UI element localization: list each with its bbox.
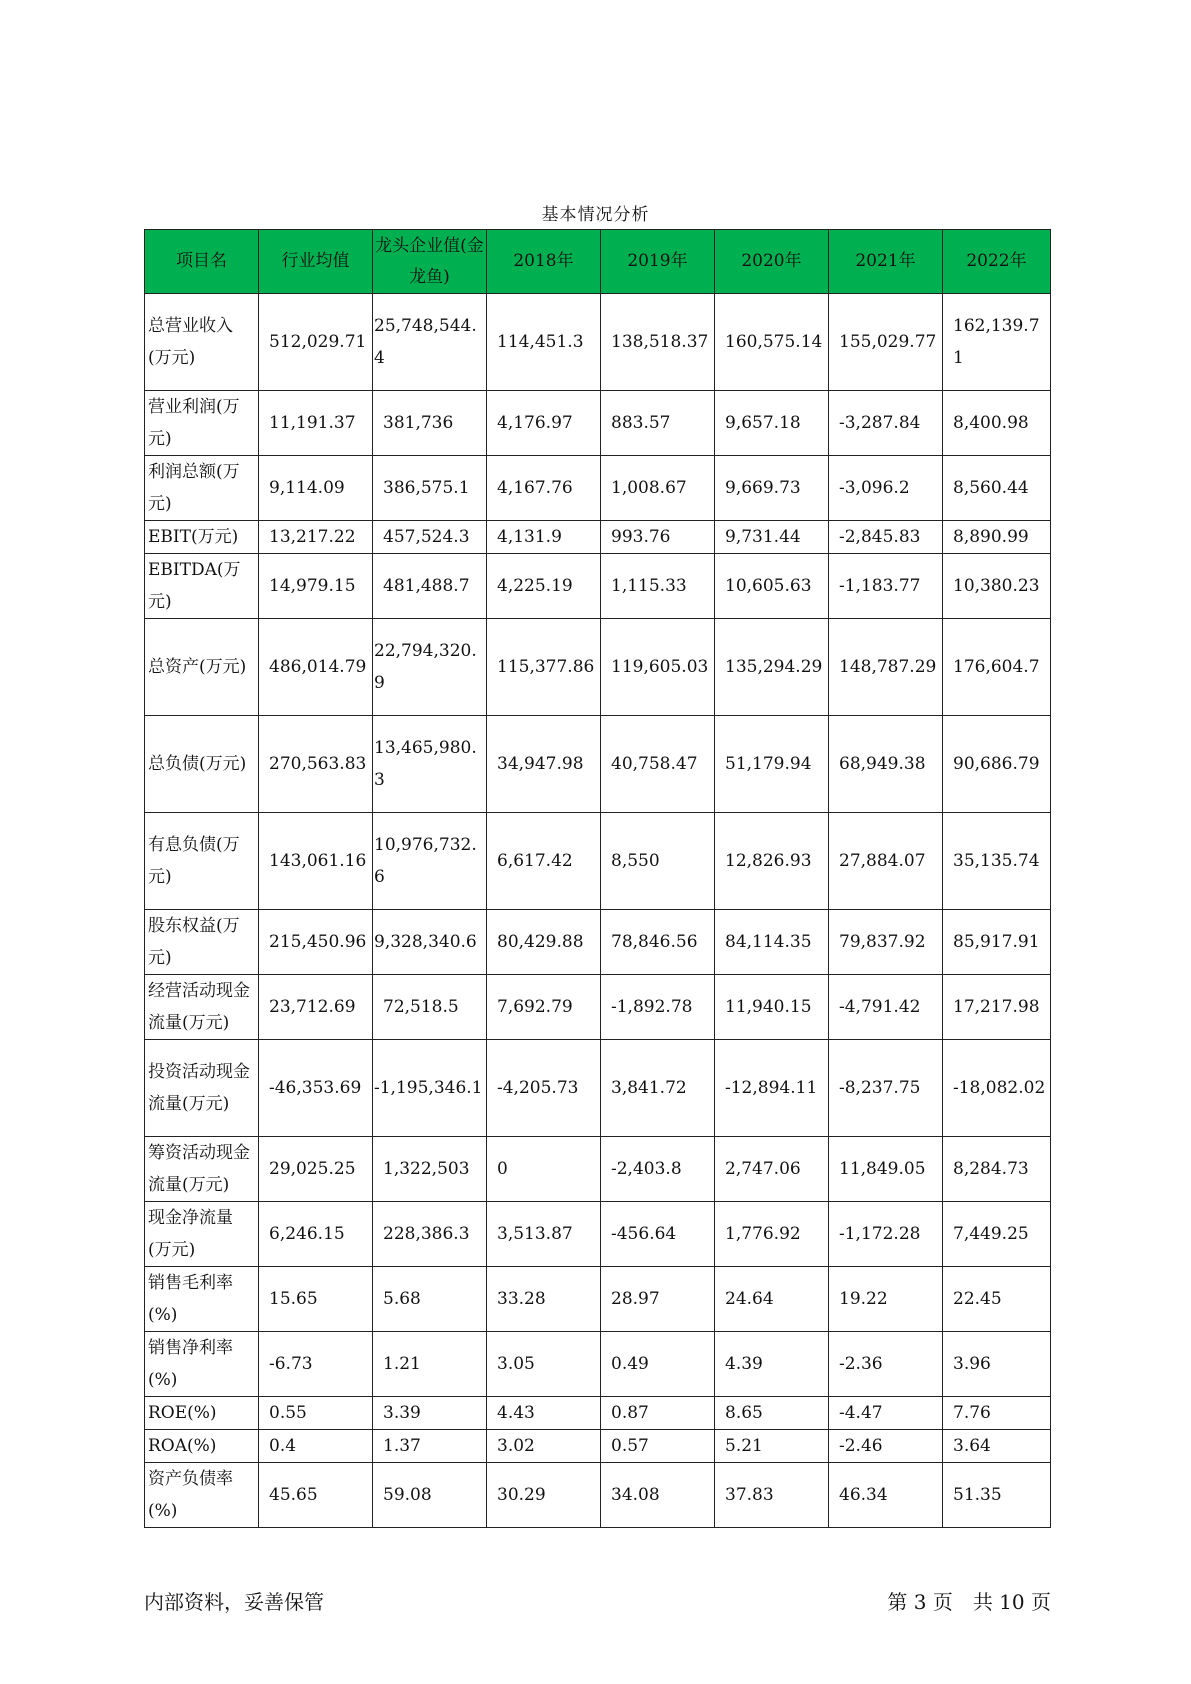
value-cell: -12,894.11 <box>715 1040 829 1137</box>
row-label: ROE(%) <box>145 1397 259 1430</box>
value-cell: 68,949.38 <box>829 716 943 813</box>
table-row <box>145 1040 1051 1137</box>
value-cell: -2.46 <box>829 1430 943 1463</box>
value-cell: 4,167.76 <box>487 456 601 521</box>
value-cell: -1,183.77 <box>829 554 943 619</box>
value-cell: -8,237.75 <box>829 1040 943 1137</box>
value-cell: 4.43 <box>487 1397 601 1430</box>
value-cell: -2.36 <box>829 1332 943 1397</box>
table-caption: 基本情况分析 <box>541 205 650 225</box>
value-cell: -6.73 <box>259 1332 373 1397</box>
confidential-note: 内部资料，妥善保管 <box>144 1590 324 1614</box>
header-cell: 2021年 <box>829 230 943 294</box>
header-cell: 龙头企业值(金龙鱼) <box>373 230 487 294</box>
value-cell: 34,947.98 <box>487 716 601 813</box>
value-cell: 84,114.35 <box>715 910 829 975</box>
value-cell: 4,176.97 <box>487 391 601 456</box>
row-label: 现金净流量(万元) <box>145 1202 259 1267</box>
value-cell: 115,377.86 <box>487 619 601 716</box>
value-cell: 0.4 <box>259 1430 373 1463</box>
value-cell: 8,550 <box>601 813 715 910</box>
table-row <box>145 910 1051 975</box>
value-cell: 72,518.5 <box>373 975 487 1040</box>
value-cell: -4,205.73 <box>487 1040 601 1137</box>
value-cell: 11,940.15 <box>715 975 829 1040</box>
value-cell: 1,776.92 <box>715 1202 829 1267</box>
value-cell: 7.76 <box>943 1397 1051 1430</box>
value-cell: 9,114.09 <box>259 456 373 521</box>
value-cell: 138,518.37 <box>601 294 715 391</box>
value-cell: 22,794,320.9 <box>373 619 487 716</box>
row-label: 经营活动现金流量(万元) <box>145 975 259 1040</box>
value-cell: 19.22 <box>829 1267 943 1332</box>
page-number: 第 3 页 共 10 页 <box>887 1590 1051 1614</box>
value-cell: 0.49 <box>601 1332 715 1397</box>
value-cell: 11,849.05 <box>829 1137 943 1202</box>
value-cell: 22.45 <box>943 1267 1051 1332</box>
value-cell: 51,179.94 <box>715 716 829 813</box>
row-label: EBITDA(万元) <box>145 554 259 619</box>
header-cell: 2018年 <box>487 230 601 294</box>
value-cell: 30.29 <box>487 1463 601 1528</box>
value-cell: 176,604.7 <box>943 619 1051 716</box>
value-cell: 3,841.72 <box>601 1040 715 1137</box>
value-cell: 40,758.47 <box>601 716 715 813</box>
value-cell: 51.35 <box>943 1463 1051 1528</box>
value-cell: -1,195,346.1 <box>373 1040 487 1137</box>
table-row <box>145 813 1051 910</box>
value-cell: 3,513.87 <box>487 1202 601 1267</box>
value-cell: 28.97 <box>601 1267 715 1332</box>
table-row <box>145 975 1051 1040</box>
value-cell: -18,082.02 <box>943 1040 1051 1137</box>
value-cell: 270,563.83 <box>259 716 373 813</box>
value-cell: 215,450.96 <box>259 910 373 975</box>
value-cell: 148,787.29 <box>829 619 943 716</box>
value-cell: 486,014.79 <box>259 619 373 716</box>
value-cell: 3.96 <box>943 1332 1051 1397</box>
value-cell: 1,115.33 <box>601 554 715 619</box>
value-cell: 160,575.14 <box>715 294 829 391</box>
row-label: 总资产(万元) <box>145 619 259 716</box>
value-cell: 33.28 <box>487 1267 601 1332</box>
value-cell: 381,736 <box>373 391 487 456</box>
value-cell: 8,284.73 <box>943 1137 1051 1202</box>
value-cell: 386,575.1 <box>373 456 487 521</box>
value-cell: 3.39 <box>373 1397 487 1430</box>
value-cell: 10,605.63 <box>715 554 829 619</box>
value-cell: 0.55 <box>259 1397 373 1430</box>
value-cell: -2,403.8 <box>601 1137 715 1202</box>
table-row <box>145 1397 1051 1430</box>
value-cell: 15.65 <box>259 1267 373 1332</box>
row-label: 股东权益(万元) <box>145 910 259 975</box>
value-cell: -456.64 <box>601 1202 715 1267</box>
value-cell: 6,617.42 <box>487 813 601 910</box>
value-cell: 0.57 <box>601 1430 715 1463</box>
value-cell: 1,322,503 <box>373 1137 487 1202</box>
row-label: 投资活动现金流量(万元) <box>145 1040 259 1137</box>
table-row <box>145 1332 1051 1397</box>
table-row <box>145 1267 1051 1332</box>
row-label: EBIT(万元) <box>145 521 259 554</box>
header-cell: 2019年 <box>601 230 715 294</box>
value-cell: 24.64 <box>715 1267 829 1332</box>
value-cell: 0.87 <box>601 1397 715 1430</box>
table-row <box>145 554 1051 619</box>
value-cell: -1,172.28 <box>829 1202 943 1267</box>
value-cell: 883.57 <box>601 391 715 456</box>
value-cell: 23,712.69 <box>259 975 373 1040</box>
value-cell: 4,131.9 <box>487 521 601 554</box>
value-cell: 29,025.25 <box>259 1137 373 1202</box>
value-cell: 3.05 <box>487 1332 601 1397</box>
value-cell: 8.65 <box>715 1397 829 1430</box>
row-label: 总营业收入(万元) <box>145 294 259 391</box>
header-cell: 2022年 <box>943 230 1051 294</box>
value-cell: 90,686.79 <box>943 716 1051 813</box>
value-cell: 457,524.3 <box>373 521 487 554</box>
row-label: ROA(%) <box>145 1430 259 1463</box>
value-cell: 4.39 <box>715 1332 829 1397</box>
value-cell: 59.08 <box>373 1463 487 1528</box>
value-cell: 79,837.92 <box>829 910 943 975</box>
value-cell: -3,287.84 <box>829 391 943 456</box>
table-row <box>145 1430 1051 1463</box>
row-label: 销售毛利率(%) <box>145 1267 259 1332</box>
value-cell: 1.37 <box>373 1430 487 1463</box>
value-cell: 8,890.99 <box>943 521 1051 554</box>
row-label: 资产负债率(%) <box>145 1463 259 1528</box>
row-label: 销售净利率(%) <box>145 1332 259 1397</box>
value-cell: 10,380.23 <box>943 554 1051 619</box>
value-cell: 228,386.3 <box>373 1202 487 1267</box>
value-cell: -46,353.69 <box>259 1040 373 1137</box>
value-cell: 9,328,340.6 <box>373 910 487 975</box>
value-cell: 143,061.16 <box>259 813 373 910</box>
row-label: 筹资活动现金流量(万元) <box>145 1137 259 1202</box>
value-cell: 10,976,732.6 <box>373 813 487 910</box>
value-cell: 12,826.93 <box>715 813 829 910</box>
value-cell: 13,217.22 <box>259 521 373 554</box>
table-row <box>145 1137 1051 1202</box>
value-cell: 8,400.98 <box>943 391 1051 456</box>
value-cell: -1,892.78 <box>601 975 715 1040</box>
row-label: 有息负债(万元) <box>145 813 259 910</box>
value-cell: 4,225.19 <box>487 554 601 619</box>
value-cell: 11,191.37 <box>259 391 373 456</box>
value-cell: -2,845.83 <box>829 521 943 554</box>
value-cell: 9,669.73 <box>715 456 829 521</box>
value-cell: 114,451.3 <box>487 294 601 391</box>
value-cell: 512,029.71 <box>259 294 373 391</box>
value-cell: 3.02 <box>487 1430 601 1463</box>
value-cell: -4.47 <box>829 1397 943 1430</box>
table-row <box>145 391 1051 456</box>
value-cell: 7,449.25 <box>943 1202 1051 1267</box>
value-cell: 5.21 <box>715 1430 829 1463</box>
value-cell: 13,465,980.3 <box>373 716 487 813</box>
value-cell: 8,560.44 <box>943 456 1051 521</box>
value-cell: 9,731.44 <box>715 521 829 554</box>
value-cell: 9,657.18 <box>715 391 829 456</box>
value-cell: -4,791.42 <box>829 975 943 1040</box>
value-cell: -3,096.2 <box>829 456 943 521</box>
row-label: 营业利润(万元) <box>145 391 259 456</box>
value-cell: 78,846.56 <box>601 910 715 975</box>
value-cell: 0 <box>487 1137 601 1202</box>
value-cell: 162,139.71 <box>943 294 1051 391</box>
value-cell: 25,748,544.4 <box>373 294 487 391</box>
table-row <box>145 619 1051 716</box>
value-cell: 3.64 <box>943 1430 1051 1463</box>
value-cell: 1.21 <box>373 1332 487 1397</box>
value-cell: 155,029.77 <box>829 294 943 391</box>
value-cell: 45.65 <box>259 1463 373 1528</box>
value-cell: 993.76 <box>601 521 715 554</box>
header-cell: 项目名 <box>145 230 259 294</box>
value-cell: 27,884.07 <box>829 813 943 910</box>
table-row <box>145 716 1051 813</box>
value-cell: 35,135.74 <box>943 813 1051 910</box>
header-cell: 2020年 <box>715 230 829 294</box>
basic-analysis-table <box>144 229 1051 1528</box>
value-cell: 119,605.03 <box>601 619 715 716</box>
value-cell: 135,294.29 <box>715 619 829 716</box>
value-cell: 85,917.91 <box>943 910 1051 975</box>
row-label: 总负债(万元) <box>145 716 259 813</box>
table-row <box>145 294 1051 391</box>
value-cell: 2,747.06 <box>715 1137 829 1202</box>
value-cell: 481,488.7 <box>373 554 487 619</box>
table-row <box>145 1202 1051 1267</box>
value-cell: 6,246.15 <box>259 1202 373 1267</box>
value-cell: 34.08 <box>601 1463 715 1528</box>
value-cell: 5.68 <box>373 1267 487 1332</box>
header-row <box>145 230 1051 294</box>
row-label: 利润总额(万元) <box>145 456 259 521</box>
table-row <box>145 1463 1051 1528</box>
value-cell: 14,979.15 <box>259 554 373 619</box>
header-cell: 行业均值 <box>259 230 373 294</box>
value-cell: 37.83 <box>715 1463 829 1528</box>
value-cell: 80,429.88 <box>487 910 601 975</box>
value-cell: 1,008.67 <box>601 456 715 521</box>
value-cell: 46.34 <box>829 1463 943 1528</box>
value-cell: 17,217.98 <box>943 975 1051 1040</box>
value-cell: 7,692.79 <box>487 975 601 1040</box>
table-row <box>145 456 1051 521</box>
table-row <box>145 521 1051 554</box>
